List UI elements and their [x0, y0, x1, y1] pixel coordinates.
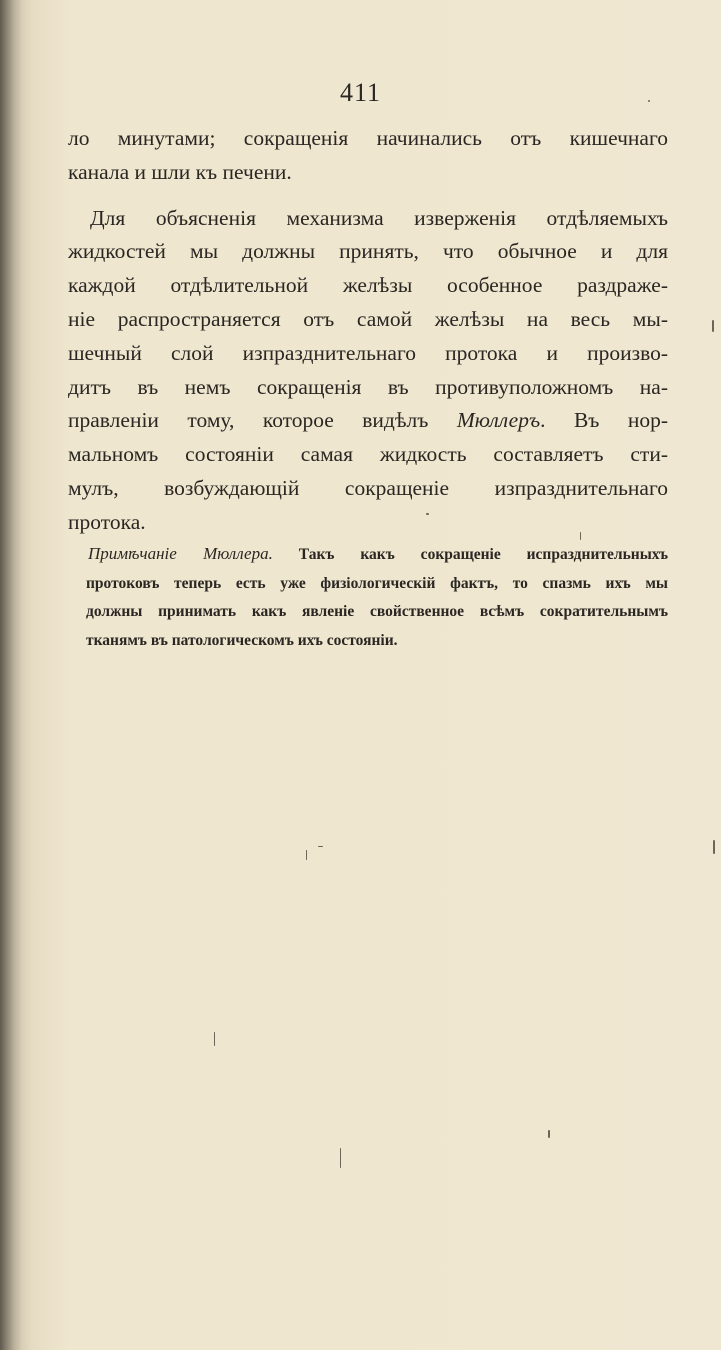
main-text: [68, 122, 668, 540]
text-line: канала и шли къ печени.: [68, 159, 292, 184]
footnote-line: протоковъ теперь есть уже физіологическій фактъ, то спазмь ихъ мы: [86, 574, 668, 592]
footnote: [88, 540, 668, 655]
paper-speck: [712, 320, 714, 332]
text-line: дитъ въ немъ сокращенія въ противуположномъ на-: [68, 374, 668, 399]
paper-speck: [548, 1130, 550, 1138]
text-fragment: правленіи тому, которое видѣлъ: [68, 408, 457, 433]
paper-speck: [713, 840, 715, 854]
footnote-line: должны принимать какъ явленіе свойственное всѣмъ сократительнымъ: [86, 603, 668, 620]
paper-speck: [340, 1148, 341, 1168]
footnote-line: тканямъ въ патологическомъ ихъ состояніи.: [86, 631, 398, 649]
text-line: протока.: [68, 509, 146, 534]
author-name: Мюллеръ: [456, 408, 541, 433]
text-line: мулъ, возбуждающій сокращеніе изпразднительнаго: [68, 475, 668, 500]
paper-speck: [426, 513, 429, 515]
paper-speck: [318, 846, 323, 847]
paper-speck: [214, 1032, 215, 1046]
text-line: [68, 404, 668, 438]
text-line: шечный слой изпразднительнаго протока и произво-: [68, 340, 668, 365]
paper-speck: [306, 850, 307, 860]
paper-speck: [648, 100, 650, 102]
footnote-lead: Примѣчаніе Мюллера.: [88, 544, 273, 563]
footnote-line: [88, 540, 668, 570]
text-fragment: . Въ нор-: [540, 408, 669, 433]
text-line: каждой отдѣлительной желѣзы особенное раздраже-: [68, 273, 668, 298]
text-line: мальномъ состояніи самая жидкость составляетъ сти-: [68, 442, 668, 467]
paper-speck: [580, 532, 581, 540]
text-line: Для объясненія механизма изверженія отдѣляемыхъ: [90, 205, 668, 230]
page-number: 411: [339, 78, 382, 107]
footnote-fragment: Такъ какъ сокращеніе испразднительныхъ: [272, 546, 668, 563]
text-line: ніе распространяется отъ самой желѣзы на весь мы-: [68, 306, 668, 331]
spine-shadow: [0, 0, 22, 1350]
text-line: жидкостей мы должны принять, что обычное и для: [68, 239, 668, 264]
text-line: ло минутами; сокращенія начинались отъ кишечнаго: [68, 126, 668, 150]
paragraph-gap: [68, 190, 668, 202]
